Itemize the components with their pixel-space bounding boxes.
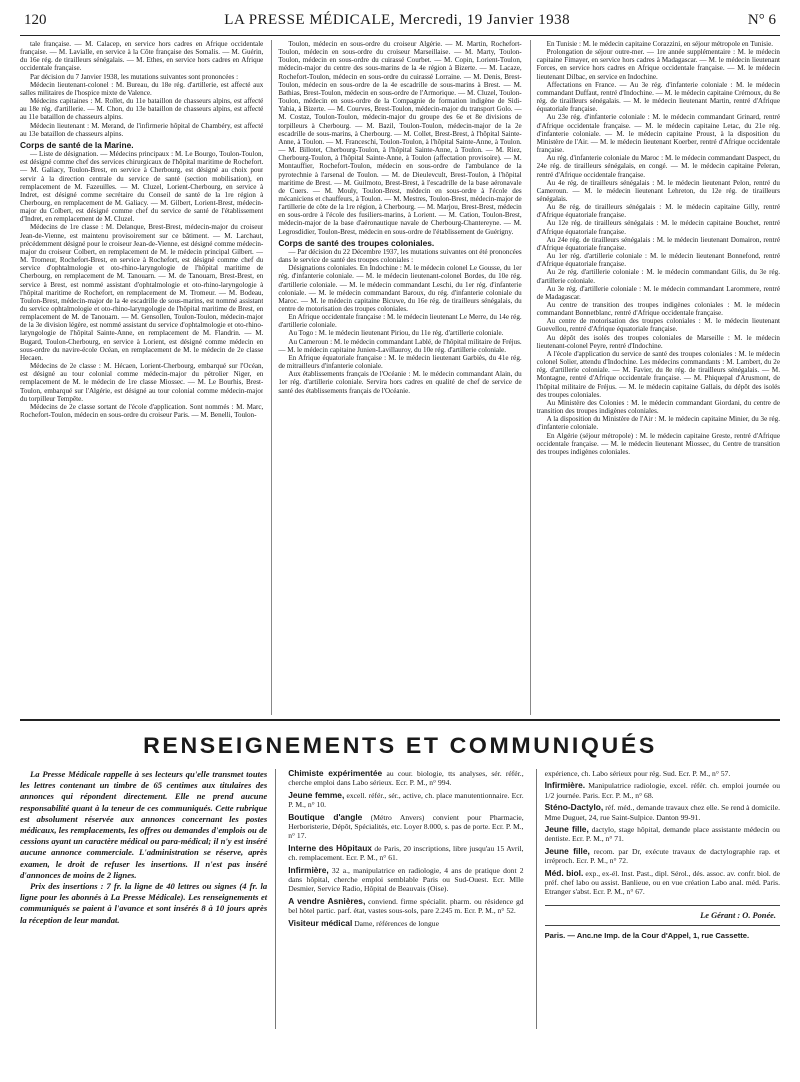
ad-heading: Jeune fille,	[544, 845, 590, 856]
article-paragraph: Au 3e rég. d'artillerie coloniale : M. le médecin commandant Larommere, rentré de Madagascar.	[536, 284, 780, 301]
classified-ad	[288, 813, 523, 841]
article-paragraph: Médecins capitaines : M. Rollet, du 11e bataillon de chasseurs alpins, est affecté au 18e rég. d'artillerie. — M. Chon, du 13e bataillon de chasseurs alpins, est affecté au 11e bataillon de chasseurs alpins.	[20, 97, 264, 122]
column-1	[20, 40, 263, 715]
issue-number: N° 6	[747, 12, 776, 28]
article-columns	[20, 40, 780, 715]
article-paragraph: Désignations coloniales. En Indochine : M. le médecin colonel Le Gousse, du 1er rég. d'infanterie coloniale. — M. le médecin lieutenant-colonel Bordes, du 10e rég. d'artillerie coloniale. — M. le médecin commandant Leschi, du 1er rég. d'infanterie coloniale. — M. le médecin commandant Baroux, du rég. d'infanterie coloniale du Maroc. — M. le médecin capitaine Bicuwe, du 16e rég. de tirailleurs sénégalais, du centre de motorisation des troupes coloniales.	[278, 264, 522, 313]
notice-box	[20, 769, 276, 1029]
article-paragraph: Au 8e rég. de tirailleurs sénégalais : M. le médecin capitaine Gilly, rentré d'Afrique équatoriale française.	[536, 203, 780, 220]
classified-ad	[545, 769, 780, 778]
notice-paragraph: La Presse Médicale rappelle à ses lecteurs qu'elle transmet toutes les lettres contenant un timbre de 65 centimes aux titulaires des annonces qui répondent directement. Elle ne prend aucune responsabilité quant à la teneur de ces communiqués. Cette rubrique est absolument réservée aux annonces concernant les postes médicaux, les remplacements, les offres ou demandes d'emplois ou de cessions ayant un caractère médical ou para-médical; il n'y est inséré aucune annonce commerciale. L'administration se réserve, après examen, le droit de refuser les insertions. Il n'est pas inséré d'annonces de moins de 2 lignes.	[20, 769, 268, 880]
article-paragraph: tale française. — M. Calacep, en service hors cadres en Afrique occidentale française. — M. Lavialle, en service à la Côte française des Somalis. — M. Guérin, du 16e rég. de tirailleurs sénégalais. — M. Ethes, en service hors cadres en Afrique occidentale française.	[20, 40, 264, 73]
article-paragraph: Affectations en France. — Au 3e rég. d'infanterie coloniale : M. le médecin commandant Duffaut, rentré d'Indochine. — M. le médecin capitaine Crémoux, du 8e rég. de tirailleurs sénégalais. — M. le médecin lieutenant Martin, rentré d'Afrique équatoriale française.	[536, 80, 780, 114]
journal-title: LA PRESSE MÉDICALE, Mercredi, 19 Janvier 1938	[224, 12, 571, 28]
article-paragraph: Aux établissements français de l'Océanie : M. le médecin commandant Alain, du 1er rég. d'artillerie coloniale. Servira hors cadres en qualité de chef de service de santé des établissements français de l'Océanie.	[278, 370, 522, 395]
ad-heading: Infirmière.	[544, 780, 586, 791]
article-paragraph: Au centre de transition des troupes indigènes coloniales : M. le médecin commandant Bonnetblanc, rentré d'Afrique occidentale française.	[536, 301, 780, 318]
ad-heading: Boutique d'angle	[288, 811, 363, 822]
gerant-signature: Le Gérant : O. Ponée.	[545, 905, 780, 926]
article-paragraph: Au centre de motorisation des troupes coloniales : M. le médecin lieutenant Guevellou, rentré d'Afrique équatoriale française.	[536, 317, 780, 334]
ad-heading: Interne des Hôpitaux	[288, 842, 372, 853]
ad-body: de Paris, 20 inscriptions, libre jusqu'au 15 Avril, ch. remplacement. Ecr. P. M., n° 61.	[288, 843, 524, 863]
article-paragraph: Toulon, médecin en sous-ordre du croiseur Algérie. — M. Martin, Rochefort-Toulon, médecin en sous-ordre du croiseur Marseillaise. — M. Marty, Toulon-Toulon, médecin en sous-ordre du cuirassé Courbet. — M. Copin, Lorient-Toulon, médecin-major du centre des sous-marins de la 4e région à Bizerte. — M. Lacaze, Rochefort-Toulon, médecin en sous-ordre du cuirassé Lorraine. — M. Denis, Brest-Toulon, médecin en sous-ordre de la 4e escadrille de sous-marins à Brest. — M. Bathias, Brest-Toulon, médecin en sous-ordre de l'Armorique. — M. Cluzel, Toulon-Toulon, médecin en sous-ordre de la Compagnie de formation indigène de Sidi-Yahia, à Bizerte. — M. Courves, Brest-Toulon, médecin-major du transport Golo. — M. Costaz, Toulon-Toulon, médecin-major du groupe des 6e et 8e divisions de torpilleurs à Cherbourg. — M. Bazil, Toulon-Toulon, médecin-major de la 2e escadrille de sous-marins, à Cherbourg. — M. Collet, Brest-Brest, à l'hôpital Sainte-Anne, à Toulon. — M. Franceschi, Toulon-Toulon, à l'hôpital Sainte-Anne, à Toulon. — M. Billotet, Cherbourg-Toulon, à l'hôpital Sainte-Anne, à Toulon. — M. Riez, Cherbourg-Toulon, à l'hôpital Sainte-Anne, à Toulon (affectation provisoire). — M. Montauffier, Rochefort-Toulon, médecin en sous-ordre de l'ambulance de la pyrotechnie à l'arsenal de Toulon. — M. de Dieulevcult, Brest-Toulon, à l'hôpital maritime de Brest. — M. Guilmoto, Brest-Brest, à l'escadrille de la base aéronavale de Cuers. — M. Mouly, Toulon-Brest, médecin en sous-ordre à l'école des mécaniciens et chauffeurs, à Toulon. — M. Mestres, Toulon-Brest, médecin-major de l'artillerie de côte de la 1re région, à Cherbourg. — M. Marjou, Brest-Brest, médecin en sous-ordre à l'école des fusiliers-marins, à Lorient. — M. Cation, Toulon-Brest, médecin-major de la base d'aéronautique navale de Cherbourg-Chantereyne. — M. Legrosdidier, Toulon-Brest, médecin en sous-ordre de l'établissement de Guérigny.	[278, 40, 522, 236]
classified-ad	[545, 825, 780, 844]
article-paragraph: Au 12e rég. de tirailleurs sénégalais : M. le médecin capitaine Bouchet, rentré d'Afrique équatoriale française.	[536, 219, 780, 236]
classified-ad	[545, 869, 780, 897]
article-paragraph: A la disposition du Ministère de l'Air : M. le médecin capitaine Minier, du 3e rég. d'infanterie coloniale.	[536, 415, 780, 432]
classifieds-area	[20, 769, 780, 1029]
ad-body: réf. méd., demande travaux chez elle. Se rend à domicile. Mme Duguet, 24, rue Saint-Sulpice. Danton 99-91.	[544, 803, 780, 822]
article-paragraph: Au 1er rég. d'artillerie coloniale : M. le médecin lieutenant Bonnefond, rentré d'Afrique équatoriale française.	[536, 252, 780, 269]
column-3	[530, 40, 780, 715]
article-paragraph: Au Togo : M. le médecin lieutenant Piriou, du 11e rég. d'artillerie coloniale.	[288, 329, 504, 338]
article-paragraph: Médecin lieutenant-colonel : M. Bureau, du 18e rég. d'artillerie, est affecté aux salles militaires de l'hospice mixte de Valence.	[20, 80, 264, 97]
article-paragraph: A l'école d'application du service de santé des troupes coloniales : M. le médecin colonel Solier, attendu d'Indochine. Les médecins commandants : M. Lambert, du 2e rég. d'artillerie coloniale. — M. Favier, du 8e rég. de tirailleurs sénégalais. — M. Montagne, rentré d'Afrique occidentale française. — M. Phiquepal d'Arusmont, de l'hôpital militaire de Fréjus. — M. le médecin capitaine Gallais, du dépôt des isolés des troupes coloniales.	[536, 349, 780, 399]
article-paragraph: Au rég. d'infanterie coloniale du Maroc : M. le médecin commandant Daspect, du 24e rég. de tirailleurs sénégalais, en congé. — M. le médecin capitaine Peleran, rentré d'Afrique occidentale française.	[536, 154, 780, 179]
ad-heading: Sténo-Dactylo,	[544, 802, 604, 813]
page-number: 120	[24, 12, 47, 28]
article-paragraph: Au Ministère des Colonies : M. le médecin commandant Giordani, du centre de transition des troupes indigènes coloniales.	[536, 398, 780, 416]
article-paragraph: Médecins de 2e classe : M. Hécaen, Lorient-Cherbourg, embarqué sur l'Océan, est désigné au tour colonial comme médecin-major du pétrolier Niger, en remplacement de M. le médecin de 1re classe Miossec. — M. Le Bourhis, Brest-Toulon, embarqué sur l'Algérie, est désigné au tour colonial comme médecin-major du torpilleur Tempête.	[20, 362, 264, 403]
article-paragraph: En Afrique équatoriale française : M. le médecin lieutenant Garbiès, du 41e rég. de mitrailleurs d'infanterie coloniale.	[278, 353, 522, 371]
column-2	[271, 40, 521, 715]
ad-heading: Visiteur médical	[288, 917, 353, 928]
article-paragraph: Médecins de 2e classe sortant de l'école d'application. Sont nommés : M. Marc, Rochefort-Toulon, médecin en sous-ordre du croiseur Paris. — M. Benelli, Toulon-	[20, 402, 264, 420]
article-paragraph: — Liste de désignation. — Médecins principaux : M. Le Bourgo, Toulon-Toulon, est désigné comme chef des services chirurgicaux de l'hôpital maritime de Rochefort. — M. Galiacy, Toulon-Brest, en service à Cherbourg, est désigné au choix pour servir à la direction centrale du service de santé (section mobilisation), en remplacement de M. Fazeuilles. — M. Cluzel, Lorient-Cherbourg, en service à Indret, est désigné comme secrétaire du Conseil de santé de la 1re région à Cherbourg, en remplacement de M. Galiacy. — M. Gilbert, Lorient-Brest, médecin-major du Colbert, est désigné comme chef du service de santé de l'établissement d'Indret, en remplacement de M. Cluzel.	[20, 150, 264, 224]
ad-heading: A vendre Asnières,	[288, 895, 366, 906]
ad-body: 32 a., manipulatrice en radiologie, 4 ans de pratique dont 2 dans hôpital, cherche emploi semblable Paris ou Sud-Ouest. Ecr. Mlle Desmier, Service Radio, Hôpital de Beauvais (Oise).	[288, 865, 524, 894]
classified-ad	[288, 897, 523, 916]
article-paragraph: En Afrique occidentale française : M. le médecin lieutenant Le Merre, du 14e rég. d'artillerie coloniale.	[278, 313, 522, 330]
ad-heading: Chimiste expérimentée	[288, 769, 383, 778]
article-paragraph: Médecin lieutenant : M. Merand, de l'infirmerie hôpital de Chambéry, est affecté au 13e bataillon de chasseurs alpins.	[20, 121, 264, 138]
ad-body: dactylo, stage hôpital, demande place assistante médecin ou dentiste. Ecr. P. M., n° 71.	[544, 825, 780, 844]
ad-heading: Méd. biol.	[544, 867, 584, 878]
ad-body: Manipulatrice radiologie, excel. référ. ch. emploi journée ou 1/2 journée. Paris. Ecr. P. M., n° 68.	[544, 781, 780, 800]
ad-body: exp., ex-él. Inst. Past., dipl. Sérol., dés. assoc. av. confr. biol. de préf. chef labo ou assist. Banlieue, ou en vue création Labo anal. méd. Paris. Etranger s'abst. Ecr. P. M., n° 67.	[544, 868, 780, 897]
article-paragraph: Médecins de 1re classe : M. Delanque, Brest-Brest, médecin-major du croiseur Jean-de-Vienne, est maintenu provisoirement sur ce bâtiment. — M. Larchaut, précédemment désigné pour le croiseur Jean-de-Vienne, est désigné comme médecin-major du croiseur Colbert, en remplacement de M. le médecin principal Gilbert. — M. Tromeur, Rochefort-Brest, en service à Rochefort, est désigné comme chef du service d'ophtalmologie et oto-rhino-laryngologie de l'hôpital maritime de Cherbourg, en remplacement de M. Tanouarn. — M. de Tanouarn, Brest-Brest, en service à Brest, est nommé assistant d'ophtalmologie et oto-rhino-laryngologie à l'hôpital maritime de Rochefort, en remplacement de M. Tromeur. — M. Bodeau, Toulon-Brest, médecin-major de la 4e escadrille de sous-marins, est nommé assistant du service ophtalmologie et oto-rhino-laryngologie de l'hôpital maritime de Brest, en remplacement de M. de Tanouarn. — M. Gensollen, Toulon-Toulon, médecin-major de la 3e division légère, est nommé assistant du service d'ophtalmologie et oto-rhino-laryngologie de l'hôpital Sainte-Anne, en remplacement de M. Flandrin. — M. Bugard, Toulon-Cherbourg, en service à Lorient, est désigné comme médecin en sous-ordre du navire-école Océan, en remplacement de M. le médecin de 2e classe Hecaen.	[20, 223, 264, 362]
classified-ad	[288, 866, 523, 894]
page-header	[20, 12, 780, 36]
section-heading: Corps de santé de la Marine.	[20, 139, 134, 150]
ad-body: excell. référ., sér., active, ch. place manutentionnaire. Ecr. P. M., n° 10.	[288, 790, 524, 810]
classified-ad	[545, 781, 780, 800]
ad-body: conviend. firme spécialit. pharm. ou résidence gd bel hôtel partic. parf. état, vastes sous-sols, pare 2.245 m. Ecr. P. M., n° 52.	[288, 896, 524, 916]
article-paragraph: Par décision du 7 Janvier 1938, les mutations suivantes sont prononcées :	[30, 72, 239, 81]
ads-column-1	[288, 769, 523, 1029]
article-paragraph: Au dépôt des isolés des troupes coloniales de Marseille : M. le médecin lieutenant-colonel Peyre, rentré d'Indochine.	[536, 333, 780, 350]
ads-column-2	[536, 769, 780, 1029]
classified-ad	[545, 803, 780, 822]
ad-heading: Jeune femme,	[288, 789, 345, 800]
article-paragraph: Au 4e rég. de tirailleurs sénégalais : M. le médecin lieutenant Pelon, rentré du Cameroun. — M. le médecin lieutenant Lehreton, du 12e rég. de tirailleurs sénégalais.	[536, 178, 780, 203]
article-paragraph: Au 23e rég. d'infanterie coloniale : M. le médecin commandant Grinard, rentré d'Afrique occidentale française. — M. le médecin capitaine Letac, du 21e rég. d'infanterie coloniale. — M. le médecin capitaine Proust, à la disposition du Ministère de l'Air. — M. le médecin lieutenant Koerber, rentré d'Afrique occidentale française.	[536, 113, 780, 155]
section-heading: Corps de santé des troupes coloniales.	[278, 237, 435, 248]
classified-ad	[288, 919, 523, 928]
section-divider	[20, 719, 780, 721]
ad-body: au cour. biologie, tts analyses, sér. référ., cherche emploi dans Labo sérieux. Ecr. P. M., n° 994.	[288, 769, 524, 788]
ad-heading: Jeune fille,	[544, 824, 589, 835]
article-paragraph: — Par décision du 22 Décembre 1937, les mutations suivantes ont été prononcées dans le service de santé des troupes coloniales :	[278, 247, 522, 265]
classified-ad	[545, 847, 780, 866]
ad-body: recom. par Dr, exécute travaux de dactylographie rap. et irréproch. Ecr. P. M., n° 72.	[544, 846, 780, 866]
article-paragraph: Prolongation de séjour outre-mer. — 1re année supplémentaire : M. le médecin capitaine Fimayer, en service hors cadres à Madagascar. — M. le médecin lieutenant Forces, en service hors cadres en Afrique occidentale française. — M. le médecin lieutenant Dilbac, en service en Indochine.	[536, 48, 780, 81]
section-title: RENSEIGNEMENTS ET COMMUNIQUÉS	[143, 733, 657, 758]
classified-ad	[288, 844, 523, 863]
article-paragraph: En Algérie (séjour métropole) : M. le médecin capitaine Greste, rentré d'Afrique occidentale française. — M. le médecin lieutenant Miossec, du Centre de transition des troupes indigènes coloniales.	[536, 431, 780, 456]
article-paragraph: Au 24e rég. de tirailleurs sénégalais : M. le médecin lieutenant Domairon, rentré d'Afrique équatoriale française.	[536, 235, 780, 252]
ad-body: Dame, références de longue	[354, 918, 439, 928]
classified-ad	[288, 791, 523, 810]
article-paragraph: Au 2e rég. d'artillerie coloniale : M. le médecin commandant Gilis, du 3e rég. d'artillerie coloniale.	[536, 268, 780, 285]
ad-body: (Métro Anvers) convient pour Pharmacie, Herboristerie, Dépôt, Spécialités, etc. Loyer 8.000, s. pas de porte. Ecr. P. M., n° 17.	[288, 812, 524, 841]
article-paragraph: En Tunisie : M. le médecin capitaine Corazzini, en séjour métropole en Tunisie.	[546, 40, 774, 48]
printer-imprint: Paris. — Anc.ne Imp. de la Cour d'Appel, 1, rue Cassette.	[544, 931, 750, 941]
ad-heading: Infirmière,	[288, 864, 329, 875]
article-paragraph: Au Cameroun : M. le médecin commandant Lablé, de l'hôpital militaire de Fréjus. — M. le médecin capitaine Junien-Lavillauroy, du 10e rég. d'artillerie coloniale.	[278, 337, 522, 354]
ad-body: expérience, ch. Labo sérieux pour rég. Sud. Ecr. P. M., n° 57.	[544, 769, 731, 778]
notice-paragraph: Prix des insertions : 7 fr. la ligne de 40 lettres ou signes (4 fr. la ligne pour les abonnés à La Presse Médicale). Les renseignements et communiqués se paient à l'avance et sont insérés 8 à 10 jours après la réception de leur mandat.	[20, 881, 268, 925]
classified-ad	[288, 769, 523, 788]
newspaper-page	[20, 0, 780, 1072]
